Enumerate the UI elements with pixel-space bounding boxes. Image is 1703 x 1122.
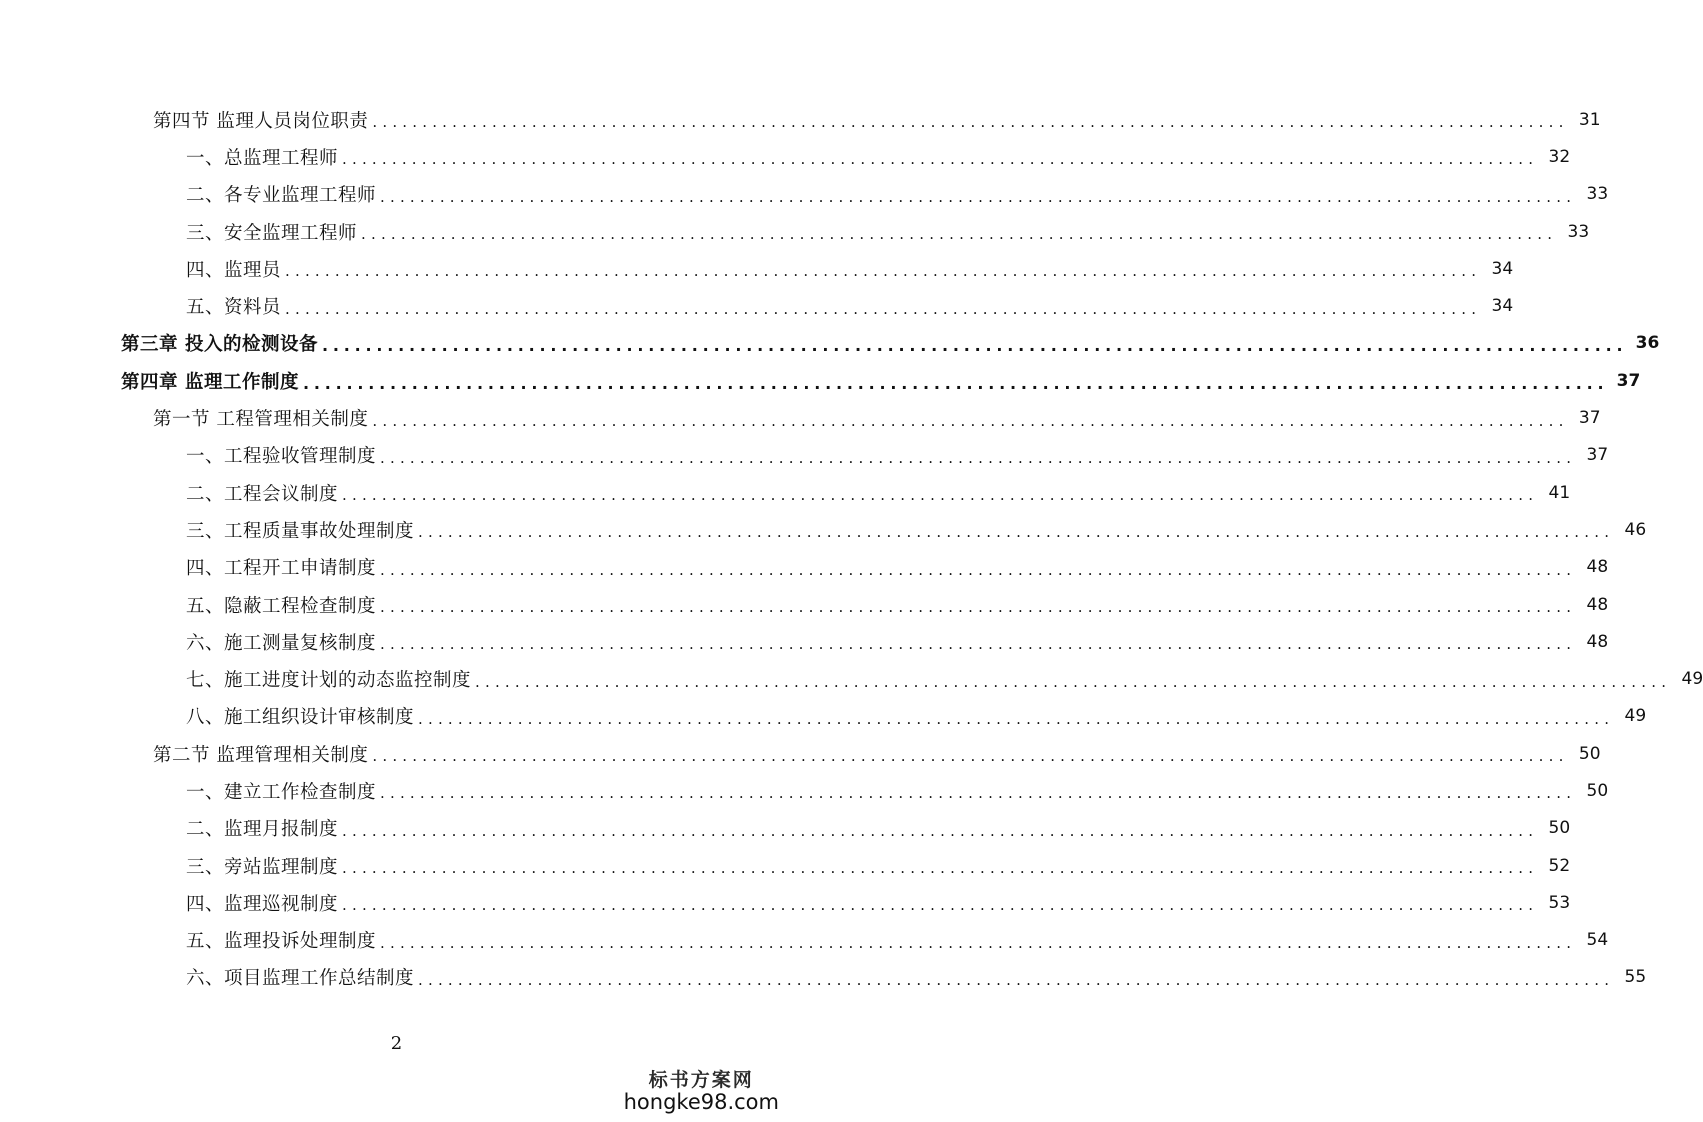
toc-entry-title: 第四节 监理人员岗位职责 <box>153 110 369 132</box>
toc-entry-item[interactable] <box>0 138 1571 175</box>
toc-entry-section[interactable] <box>0 101 1601 138</box>
toc-entry-item[interactable] <box>0 810 1571 847</box>
toc-entry-title: 四、监理巡视制度 <box>186 893 339 915</box>
toc-entry-item[interactable] <box>0 250 1514 287</box>
toc-entry-chapter[interactable] <box>0 325 1660 362</box>
toc-entry-title: 六、项目监理工作总结制度 <box>186 968 415 990</box>
toc-entry-page: 50 <box>1578 743 1601 764</box>
toc-entry-page: 32 <box>1548 146 1571 167</box>
toc-entry-page: 36 <box>1635 333 1660 354</box>
toc-entry-page: 41 <box>1548 482 1571 503</box>
toc-entry-page: 49 <box>1681 669 1703 690</box>
toc-entry-item[interactable] <box>0 474 1571 511</box>
toc-leader-dots: ........................................................................................................................ <box>342 150 1539 169</box>
toc-entry-item[interactable] <box>0 176 1609 213</box>
table-of-contents <box>0 101 1703 996</box>
toc-entry-title: 二、工程会议制度 <box>186 483 339 505</box>
toc-leader-dots: ........................................................................................................................ <box>372 747 1569 766</box>
toc-entry-chapter[interactable] <box>0 362 1641 399</box>
toc-entry-title: 第一节 工程管理相关制度 <box>153 409 369 431</box>
toc-leader-dots: ........................................................................................................................ <box>342 896 1539 915</box>
toc-leader-dots: ........................................................................................................................ <box>302 373 1609 393</box>
toc-leader-dots: ........................................................................................................................ <box>380 598 1577 616</box>
toc-leader-dots: ........................................................................................................................ <box>342 859 1539 878</box>
toc-entry-item[interactable] <box>0 287 1514 324</box>
toc-entry-title: 一、建立工作检查制度 <box>186 781 377 803</box>
toc-leader-dots: ........................................................................................................................ <box>285 262 1482 281</box>
watermark-url: hongke98.com <box>623 1089 779 1114</box>
toc-leader-dots: ........................................................................................................................ <box>418 709 1615 728</box>
toc-leader-dots: ........................................................................................................................ <box>475 672 1672 691</box>
toc-entry-item[interactable] <box>0 660 1703 697</box>
toc-leader-dots: ........................................................................................................................ <box>418 523 1615 542</box>
toc-entry-title: 五、隐蔽工程检查制度 <box>186 595 377 617</box>
toc-entry-item[interactable] <box>0 847 1571 884</box>
toc-entry-item[interactable] <box>0 549 1609 586</box>
toc-entry-page: 34 <box>1491 258 1514 279</box>
toc-entry-page: 37 <box>1616 370 1641 391</box>
toc-entry-title: 二、各专业监理工程师 <box>186 185 377 207</box>
toc-entry-page: 49 <box>1624 706 1647 727</box>
toc-entry-page: 31 <box>1578 109 1601 130</box>
toc-leader-dots: ........................................................................................................................ <box>380 635 1577 654</box>
toc-entry-title: 四、工程开工申请制度 <box>186 558 377 580</box>
toc-entry-title: 七、施工进度计划的动态监控制度 <box>186 670 472 692</box>
toc-entry-page: 52 <box>1548 855 1571 876</box>
toc-leader-dots: ........................................................................................................................ <box>418 970 1615 989</box>
toc-entry-title: 第二节 监理管理相关制度 <box>153 744 369 766</box>
toc-entry-item[interactable] <box>0 213 1590 250</box>
page-number: 2 <box>390 1033 403 1054</box>
toc-entry-page: 48 <box>1586 594 1609 615</box>
toc-leader-dots: ........................................................................................................................ <box>342 486 1539 505</box>
toc-entry-item[interactable] <box>0 623 1609 660</box>
toc-entry-section[interactable] <box>0 399 1601 436</box>
toc-entry-title: 四、监理员 <box>186 259 282 281</box>
toc-entry-title: 第三章 投入的检测设备 <box>121 334 318 356</box>
toc-entry-title: 五、监理投诉处理制度 <box>186 931 377 953</box>
toc-entry-page: 33 <box>1567 221 1590 242</box>
toc-entry-item[interactable] <box>0 959 1647 996</box>
toc-leader-dots: ........................................................................................................................ <box>321 336 1628 356</box>
toc-entry-section[interactable] <box>0 735 1601 772</box>
toc-entry-title: 三、旁站监理制度 <box>186 856 339 878</box>
toc-entry-title: 五、资料员 <box>186 297 282 319</box>
toc-entry-title: 二、监理月报制度 <box>186 819 339 841</box>
toc-entry-title: 三、工程质量事故处理制度 <box>186 520 415 542</box>
site-watermark <box>624 1070 779 1114</box>
toc-entry-page: 50 <box>1586 780 1609 801</box>
toc-leader-dots: ........................................................................................................................ <box>285 299 1482 318</box>
toc-leader-dots: ........................................................................................................................ <box>380 933 1577 952</box>
toc-entry-item[interactable] <box>0 698 1647 735</box>
toc-entry-page: 37 <box>1586 445 1609 466</box>
toc-entry-page: 34 <box>1491 296 1514 317</box>
toc-entry-title: 一、总监理工程师 <box>186 147 339 169</box>
toc-entry-page: 55 <box>1624 967 1647 988</box>
toc-entry-title: 第四章 监理工作制度 <box>121 371 299 393</box>
toc-entry-page: 53 <box>1548 892 1571 913</box>
toc-entry-page: 50 <box>1548 818 1571 839</box>
toc-entry-page: 37 <box>1578 408 1601 429</box>
toc-entry-title: 六、施工测量复核制度 <box>186 632 377 654</box>
toc-entry-item[interactable] <box>0 772 1609 809</box>
toc-leader-dots: ........................................................................................................................ <box>372 411 1569 430</box>
toc-leader-dots: ........................................................................................................................ <box>361 225 1558 244</box>
toc-leader-dots: ........................................................................................................................ <box>380 784 1577 803</box>
toc-entry-page: 46 <box>1624 519 1647 540</box>
toc-entry-title: 一、工程验收管理制度 <box>186 446 377 468</box>
toc-entry-title: 三、安全监理工程师 <box>186 222 358 244</box>
toc-entry-page: 48 <box>1586 631 1609 652</box>
watermark-name: 标书方案网 <box>648 1069 754 1092</box>
toc-entry-item[interactable] <box>0 586 1609 623</box>
toc-entry-title: 八、施工组织设计审核制度 <box>186 707 415 729</box>
toc-leader-dots: ........................................................................................................................ <box>380 187 1577 206</box>
toc-entry-item[interactable] <box>0 437 1609 474</box>
toc-entry-item[interactable] <box>0 511 1647 548</box>
toc-leader-dots: ........................................................................................................................ <box>380 448 1577 467</box>
toc-entry-page: 48 <box>1586 557 1609 578</box>
toc-leader-dots: ........................................................................................................................ <box>380 560 1577 579</box>
toc-entry-item[interactable] <box>0 884 1571 921</box>
toc-leader-dots: ........................................................................................................................ <box>342 821 1539 840</box>
toc-entry-page: 54 <box>1586 930 1609 951</box>
toc-entry-item[interactable] <box>0 922 1609 959</box>
toc-entry-page: 33 <box>1586 184 1609 205</box>
toc-leader-dots: ........................................................................................................................ <box>372 113 1569 132</box>
